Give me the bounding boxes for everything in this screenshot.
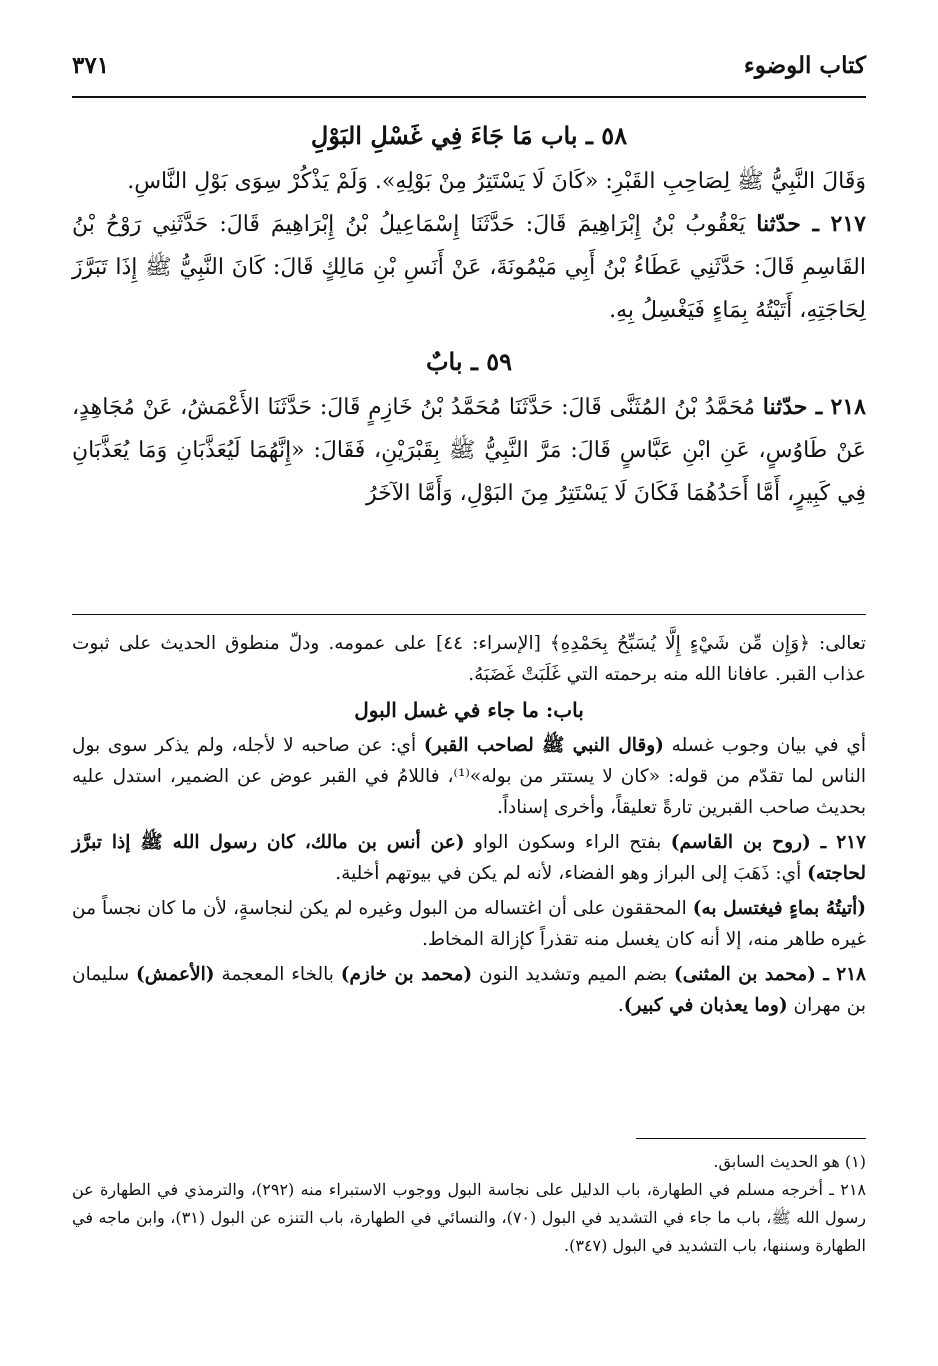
text-run: .	[617, 995, 624, 1016]
commentary-paragraph-3	[72, 893, 866, 955]
book-title: كتاب الوضوء	[743, 52, 866, 79]
commentary-paragraph-1	[72, 730, 866, 823]
text-run: أي: ذَهَبَ إلى البراز وهو الفضاء، لأنه لم يكن في بيوتهم أخلية.	[335, 863, 808, 884]
hadith-218-text: مُحَمَّدُ بْنُ المُثَنَّى قَالَ: حَدَّثَنَا مُحَمَّدُ بْنُ خَازِمٍ قَالَ: حَدَّثَنَا الأَعْمَشُ، عَنْ مُجَاهِدٍ، عَنْ طَاوُسٍ، عَنِ ابْنِ عَبَّاسٍ قَالَ: مَرَّ النَّبِيُّ ﷺ بِقَبْرَيْنِ، فَقَالَ: «إِنَّهُمَا لَيُعَذَّبَانِ وَمَا يُعَذَّبَانِ فِي كَبِيرٍ، أَمَّا أَحَدُهُمَا فَكَانَ لَا يَسْتَتِرُ مِنَ البَوْلِ، وَأَمَّا الآخَرُ	[72, 395, 866, 506]
text-run: بضم الميم وتشديد النون	[472, 964, 674, 985]
chapter-58-title: ٥٨ ـ باب مَا جَاءَ فِي غَسْلِ البَوْلِ	[310, 121, 628, 150]
footnote-rule	[636, 1138, 866, 1139]
text-run: بالخاء المعجمة	[214, 964, 341, 985]
bold-run: ٢١٨ ـ	[815, 964, 866, 985]
text-run: أي: عن صاحبه لا لأجله، ولم يذكر سوى بول الناس لما تقدّم من قوله: «كان لا يستتر من بوله»⁽¹⁾، فاللامُ في القبر عوض عن الضمير، استدل عليه بحديث صاحب القبرين تارةً تعليقاً، وأخرى إسناداً.	[72, 735, 866, 818]
commentary-subtitle: باب: ما جاء في غسل البول	[354, 698, 584, 722]
running-header	[72, 52, 866, 96]
page-number: ٣٧١	[72, 52, 110, 79]
hadith-217-text: يَعْقُوبُ بْنُ إِبْرَاهِيمَ قَالَ: حَدَّثَنَا إِسْمَاعِيلُ بْنُ إِبْرَاهِيمَ قَالَ: حَدَّثَنِي رَوْحُ بْنُ القَاسِمِ قَالَ: حَدَّثَنِي عَطَاءُ بْنُ أَبِي مَيْمُونَةَ، عَنْ أَنَسِ بْنِ مَالِكٍ قَالَ: كَانَ النَّبِيُّ ﷺ إِذَا تَبَرَّزَ لِحَاجَتِهِ، أَتَيْتُهُ بِمَاءٍ فَيَغْسِلُ بِهِ.	[72, 212, 866, 323]
bold-run: ٢١٧ ـ	[810, 832, 867, 853]
hadith-217-label: ٢١٧ ـ حدّثنا	[756, 211, 866, 237]
footnote-1: (١) هو الحديث السابق.	[713, 1152, 866, 1171]
header-rule	[72, 96, 866, 98]
text-run: بفتح الراء وسكون الواو	[464, 832, 671, 853]
bold-run: (أتيتُهُ بماءٍ فيغتسل به)	[692, 898, 866, 919]
bold-run: (روح بن القاسم)	[670, 832, 811, 853]
commentary-intro: تعالى: ﴿وَإِن مِّن شَيْءٍ إِلَّا يُسَبِّحُ بِحَمْدِهِ﴾ [الإسراء: ٤٤] على عمومه. ودلّ منطوق الحديث على ثبوت عذاب القبر. عافانا الله منه برحمته التي غَلَبَتْ غَضَبَهُ.	[72, 633, 867, 685]
commentary	[72, 628, 866, 1025]
bold-run: (وما يعذبان في كبير)	[623, 995, 788, 1016]
commentary-paragraph-217	[72, 827, 866, 889]
hadith-218	[72, 386, 866, 515]
bold-run: (عن أنس بن مالك، كان رسول الله ﷺ إذا تبرَّز لحاجته)	[72, 832, 866, 884]
chapter-59-title: ٥٩ ـ بابٌ	[425, 347, 513, 376]
text-run: أي في بيان وجوب غسله	[663, 735, 866, 756]
footnote-218: ٢١٨ ـ أخرجه مسلم في الطهارة، باب الدليل على نجاسة البول ووجوب الاستبراء منه (٢٩٢)، والترمذي في الطهارة عن رسول الله ﷺ، باب ما جاء في التشديد في البول (٧٠)، والنسائي في الطهارة، باب التنزه عن البول (٣١)، وابن ماجه في الطهارة وسننها، باب التشديد في البول (٣٤٧).	[72, 1180, 867, 1255]
hadith-218-label: ٢١٨ ـ حدّثنا	[762, 394, 866, 420]
hadith-217	[72, 203, 866, 332]
text-run: سليمان بن مهران	[72, 964, 866, 1016]
chapter-58-text: وَقَالَ النَّبِيُّ ﷺ لِصَاحِبِ القَبْرِ: «كَانَ لَا يَسْتَتِرُ مِنْ بَوْلِهِ». وَلَمْ يَذْكُرْ سِوَى بَوْلِ النَّاسِ.	[127, 169, 866, 194]
bold-run: (وقال النبي ﷺ لصاحب القبر)	[423, 735, 664, 756]
bold-run: (محمد بن المثنى)	[673, 964, 816, 985]
commentary-separator	[72, 614, 866, 615]
bold-run: (الأعمش)	[136, 964, 215, 985]
bold-run: (محمد بن خازم)	[340, 964, 473, 985]
text-run: المحققون على أن اغتساله من البول وغيره لم يكن لنجاسةٍ، لأن ما كان نجساً من غيره طاهر منه، إلا أنه كان يغسل منه تقذراً كإزالة المخاط.	[72, 898, 866, 950]
footnotes	[72, 1148, 866, 1260]
commentary-paragraph-218	[72, 959, 866, 1021]
main-text	[72, 110, 866, 515]
